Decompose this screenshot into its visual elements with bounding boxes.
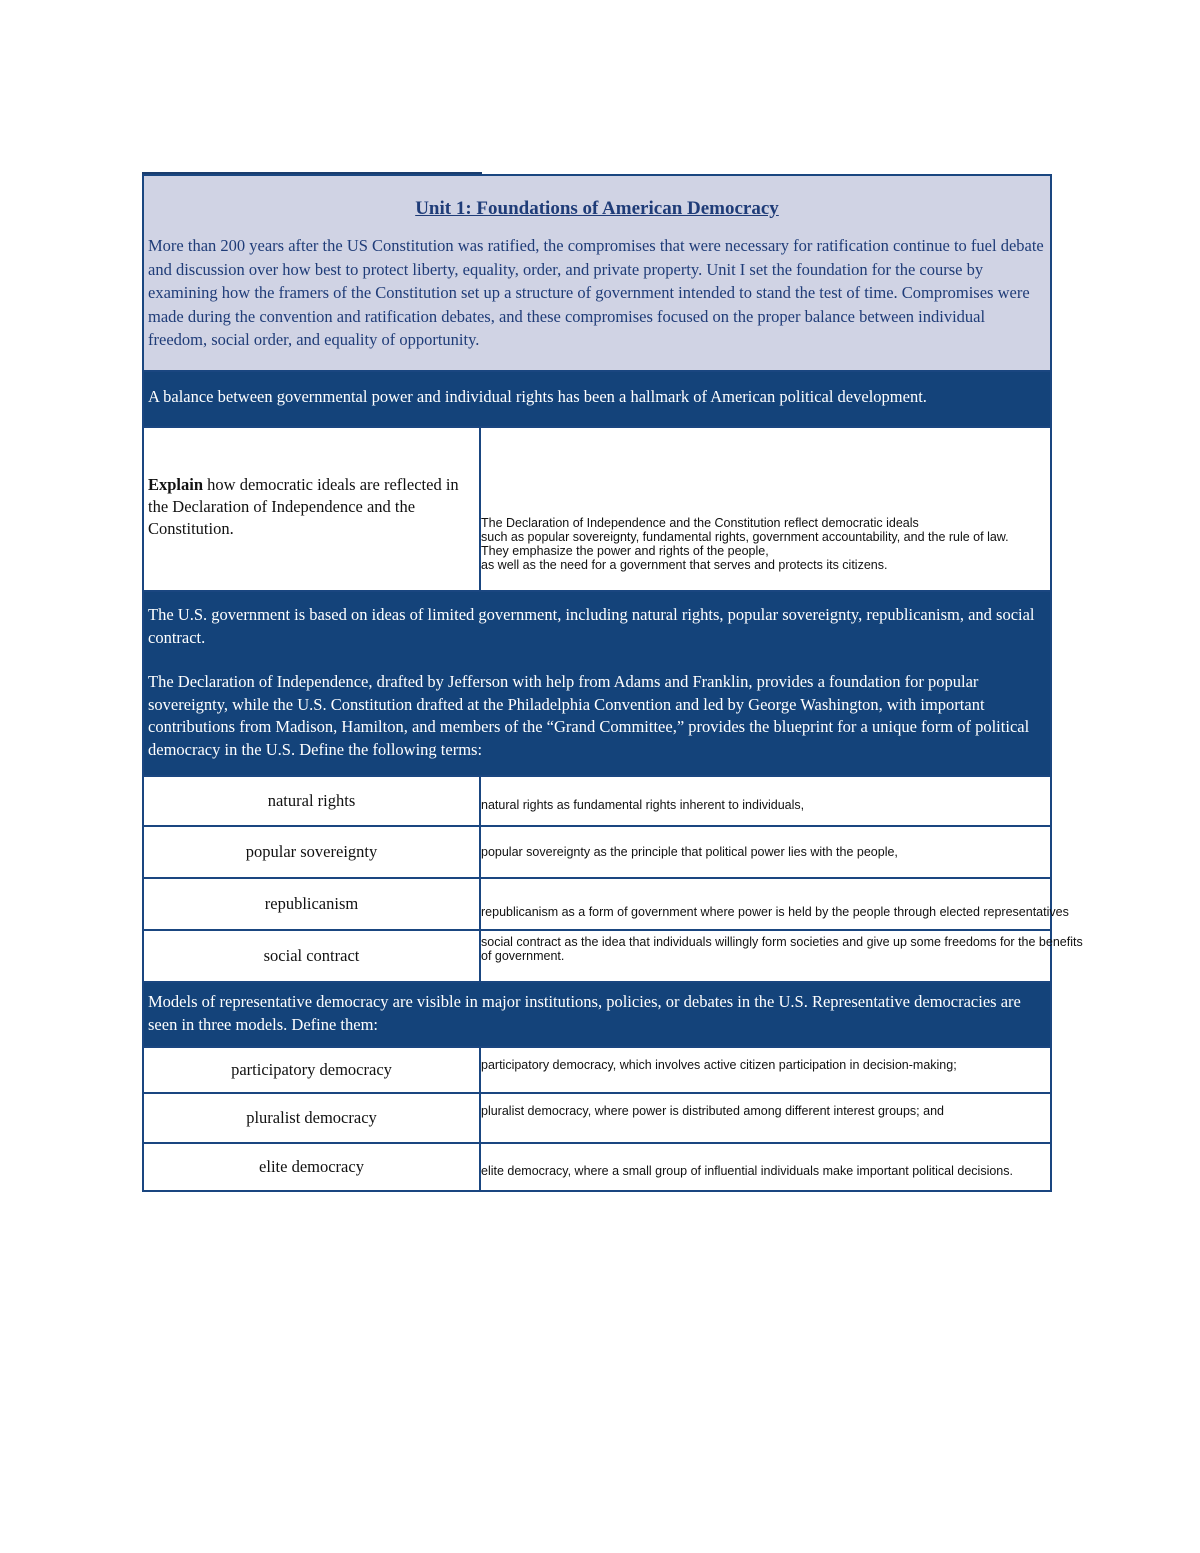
unit-title: Unit 1: Foundations of American Democracy bbox=[415, 198, 779, 219]
section1-banner-row bbox=[143, 371, 1051, 427]
term-definition-text: social contract as the idea that individuals willingly form societies and give up some freedoms for the benefits of government. bbox=[481, 935, 1083, 963]
explain-prompt bbox=[143, 427, 480, 591]
explain-keyword: Explain bbox=[148, 475, 204, 494]
model-label: participatory democracy bbox=[143, 1047, 480, 1093]
section2-banner-p2: The Declaration of Independence, drafted by Jefferson with help from Adams and Franklin, provides a foundation for popular sovereignty, while the U.S. Constitution drafted at the Philadelphia Convention and led by George Washington, with important contributions from Madison, Hamilton, and members of the “Grand Committee,” provides the blueprint for a unique form of political democracy in the U.S. Define the following terms: bbox=[148, 672, 1030, 759]
term-row bbox=[143, 878, 1051, 930]
explain-prompt-text: how democratic ideals are reflected in the Declaration of Independence and the Constitution. bbox=[148, 475, 459, 538]
section2-banner-p1: The U.S. government is based on ideas of limited government, including natural rights, popular sovereignty, republicanism, and social contract. bbox=[148, 605, 1035, 647]
term-row bbox=[143, 930, 1051, 982]
answer-line: such as popular sovereignty, fundamental rights, government accountability, and the rule of law. bbox=[481, 530, 1009, 544]
model-definition[interactable]: participatory democracy, which involves active citizen participation in decision-making; bbox=[480, 1047, 1051, 1093]
model-label: elite democracy bbox=[143, 1143, 480, 1191]
explain-row bbox=[143, 427, 1051, 591]
term-row bbox=[143, 826, 1051, 878]
section2-banner bbox=[143, 591, 1051, 776]
term-label: natural rights bbox=[143, 776, 480, 826]
term-label: popular sovereignty bbox=[143, 826, 480, 878]
model-definition[interactable]: pluralist democracy, where power is distributed among different interest groups; and bbox=[480, 1093, 1051, 1143]
worksheet-table bbox=[142, 174, 1083, 1192]
term-definition[interactable]: republicanism as a form of government where power is held by the people through elected representatives bbox=[480, 878, 1051, 930]
section3-banner: Models of representative democracy are visible in major institutions, policies, or debates in the U.S. Representative democracies are seen in three models. Define them: bbox=[143, 982, 1051, 1047]
model-definition[interactable]: elite democracy, where a small group of influential individuals make important political decisions. bbox=[480, 1143, 1051, 1191]
term-definition[interactable]: popular sovereignty as the principle that political power lies with the people, bbox=[480, 826, 1051, 878]
intro-cell bbox=[143, 175, 1051, 371]
term-label: social contract bbox=[143, 930, 480, 982]
term-label: republicanism bbox=[143, 878, 480, 930]
explain-answer[interactable] bbox=[480, 427, 1051, 591]
answer-line: as well as the need for a government that serves and protects its citizens. bbox=[481, 558, 888, 572]
model-row bbox=[143, 1143, 1051, 1191]
term-definition[interactable] bbox=[480, 930, 1083, 982]
section2-banner-row bbox=[143, 591, 1051, 776]
answer-line: The Declaration of Independence and the Constitution reflect democratic ideals bbox=[481, 516, 919, 530]
term-definition[interactable]: natural rights as fundamental rights inherent to individuals, bbox=[480, 776, 1051, 826]
unit-intro: More than 200 years after the US Constitution was ratified, the compromises that were necessary for ratification continue to fuel debate and discussion over how best to protect liberty, equality, order, and private property. Unit I set the foundation for the course by examining how the framers of the Constitution set up a structure of government intended to stand the test of time. Compromises were made during the convention and ratification debates, and these compromises focused on the proper balance between individual freedom, social order, and equality of opportunity. bbox=[148, 236, 1044, 349]
answer-line: They emphasize the power and rights of the people, bbox=[481, 544, 769, 558]
model-row bbox=[143, 1093, 1051, 1143]
term-row bbox=[143, 776, 1051, 826]
model-row bbox=[143, 1047, 1051, 1093]
worksheet bbox=[142, 174, 1083, 1192]
model-label: pluralist democracy bbox=[143, 1093, 480, 1143]
section3-banner-row bbox=[143, 982, 1051, 1047]
intro-row bbox=[143, 175, 1051, 371]
section1-banner: A balance between governmental power and individual rights has been a hallmark of American political development. bbox=[143, 371, 1051, 427]
